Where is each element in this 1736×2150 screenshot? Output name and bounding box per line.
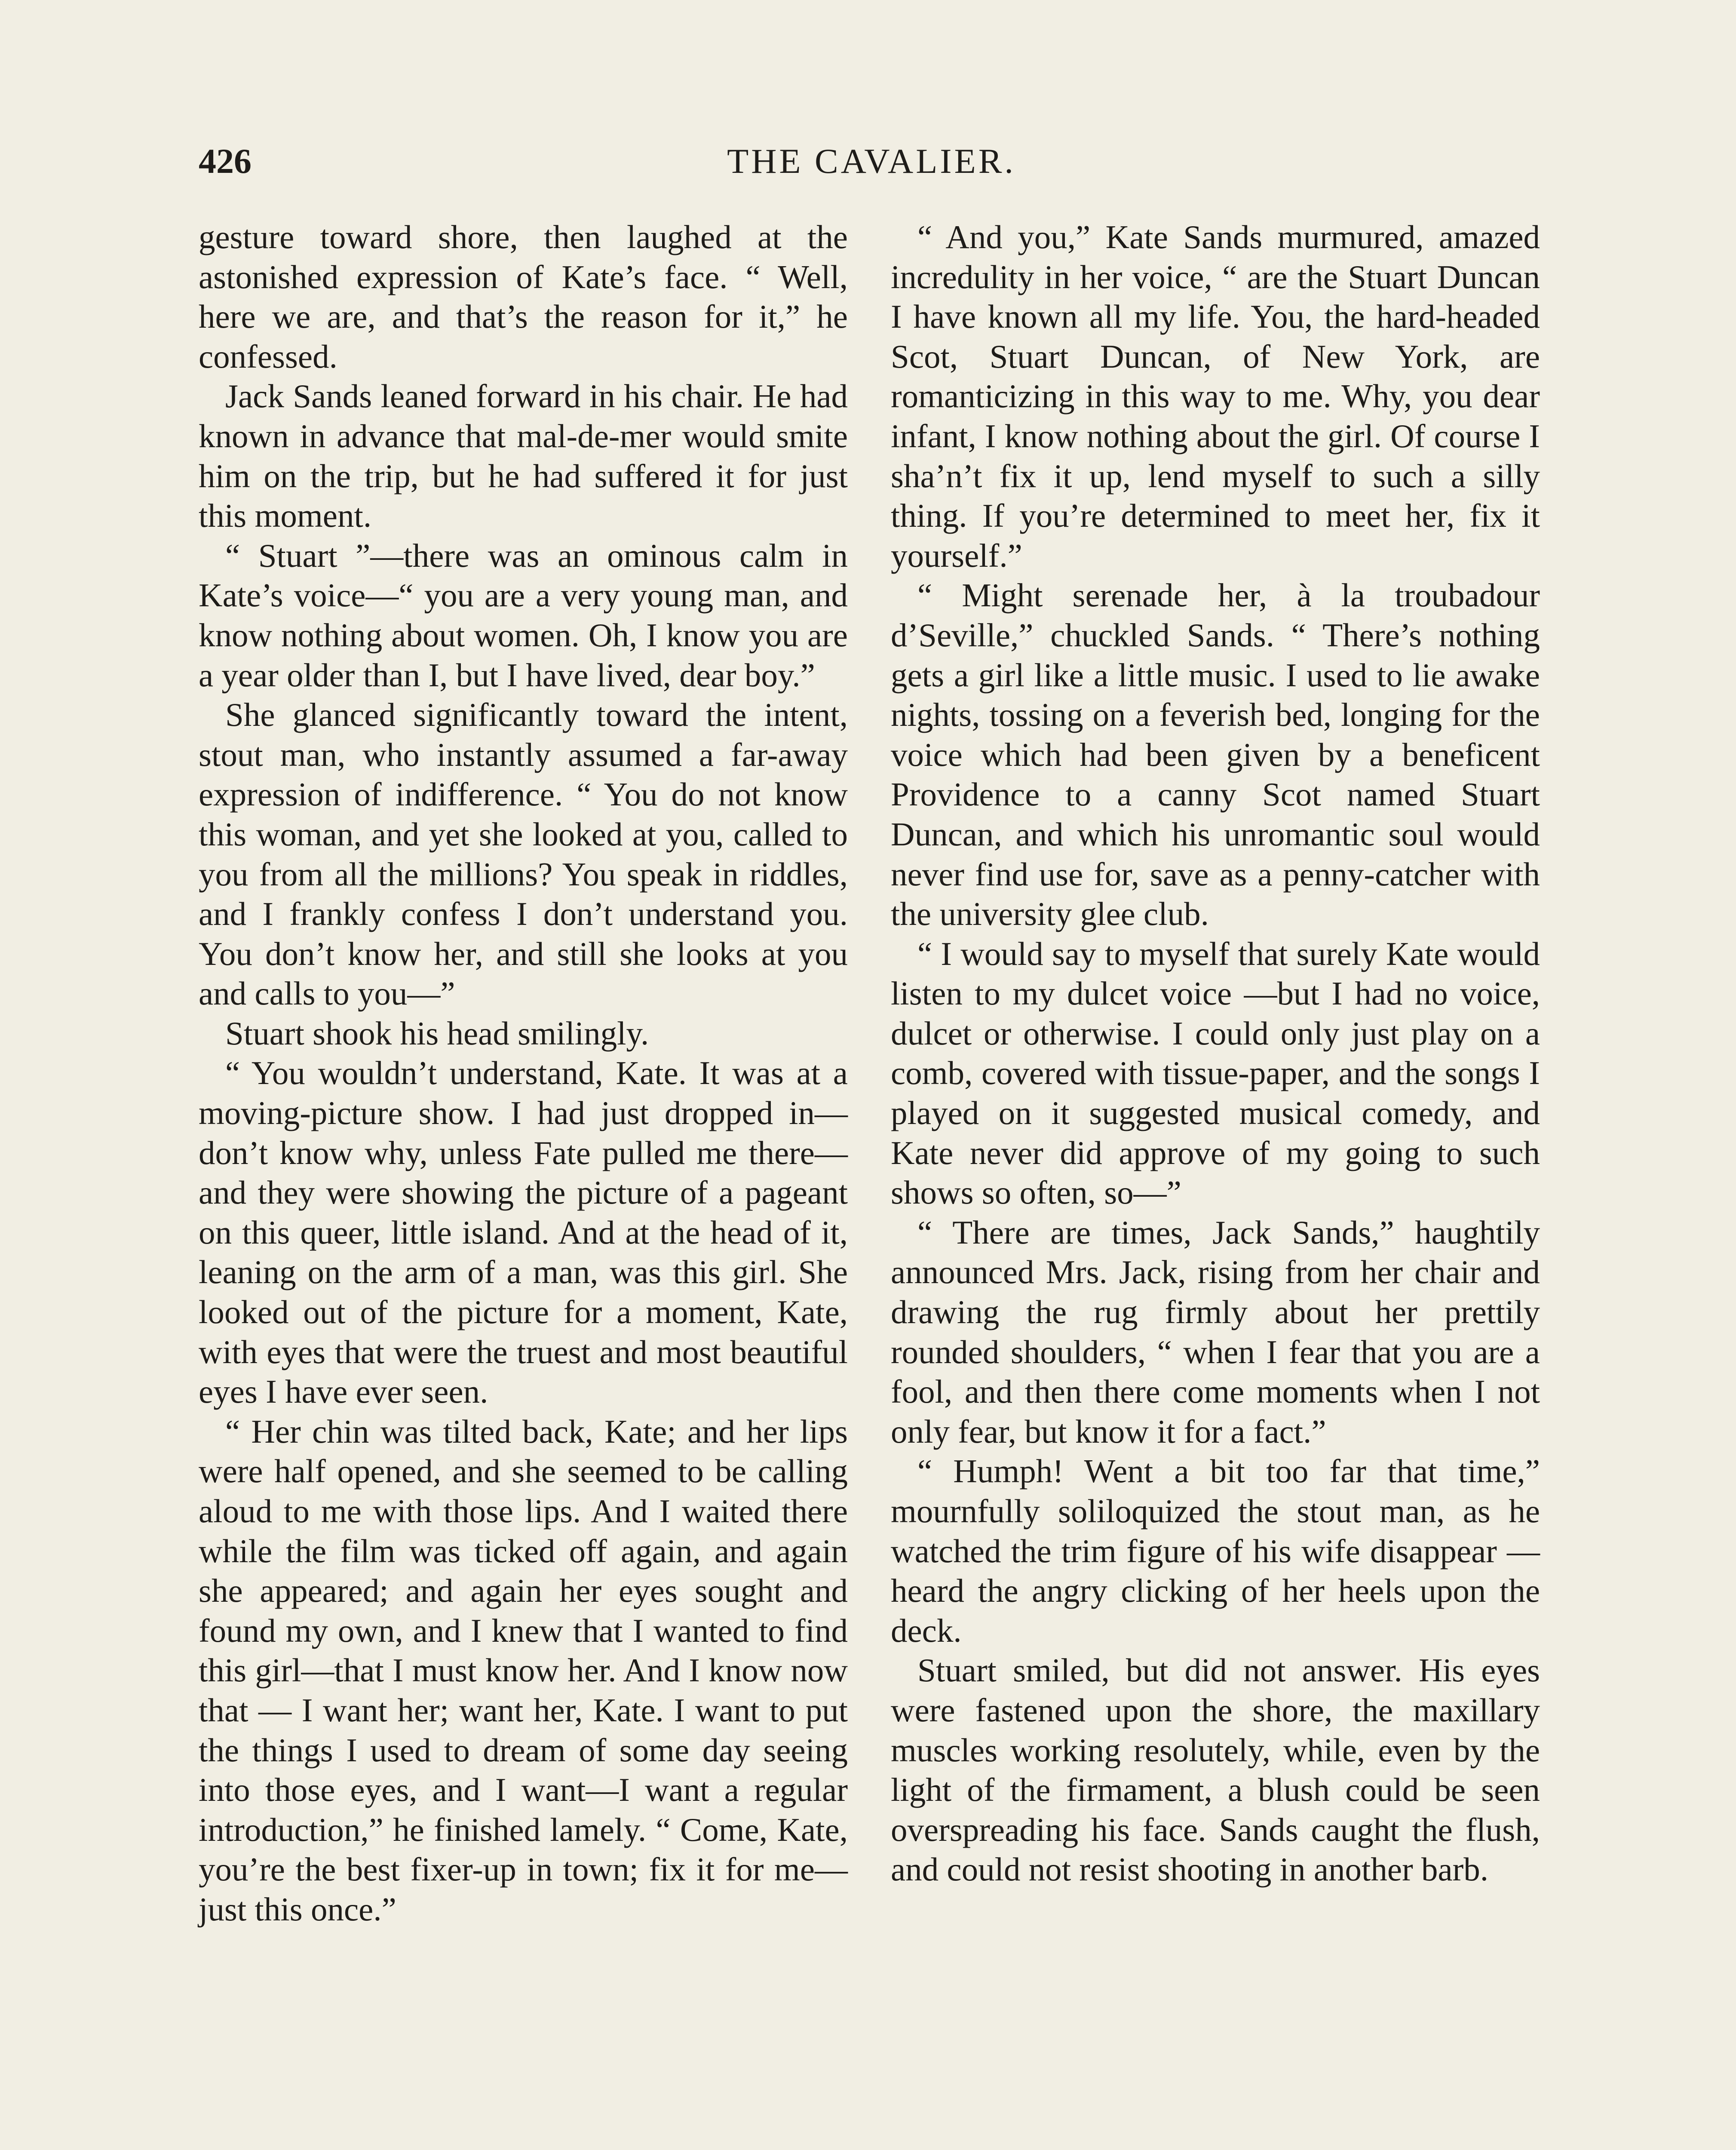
paragraph: “ I would say to myself that surely Kate would listen to my dulcet voice —but I had no voice, dulcet or otherwise. I could only just play on a comb, covered with tissue-paper, and the songs I played on it suggested musical comedy, and Kate never did approve of my going to such shows so often, so—” (891, 935, 1540, 1211)
paragraph: “ There are times, Jack Sands,” haughtily announced Mrs. Jack, rising from her chair and drawing the rug firmly about her prettily rounded shoulders, “ when I fear that you are a fool, and then there come moments when I not only fear, but know it for a fact.” (891, 1213, 1540, 1450)
right-column (891, 217, 1540, 1889)
paragraph: She glanced significantly toward the intent, stout man, who instantly assumed a far-away expression of indifference. “ You do not know this woman, and yet she looked at you, called to you from all the millions? You speak in riddles, and I frankly confess I don’t understand you. You don’t know her, and still she looks at you and calls to you—” (199, 696, 848, 1012)
paragraph: “ You wouldn’t understand, Kate. It was at a moving-picture show. I had just dropped in—don’t know why, unless Fate pulled me there—and they were showing the picture of a pageant on this queer, little island. And at the head of it, leaning on the arm of a man, was this girl. She looked out of the picture for a moment, Kate, with eyes that were the truest and most beautiful eyes I have ever seen. (199, 1054, 848, 1410)
paragraph: Jack Sands leaned forward in his chair. He had known in advance that mal-de-mer would smite him on the trip, but he had suffered it for just this moment. (199, 378, 848, 534)
paragraph: “ Might serenade her, à la troubadour d’Seville,” chuckled Sands. “ There’s nothing gets a girl like a little music. I used to lie awake nights, tossing on a feverish bed, longing for the voice which had been given by a beneficent Providence to a canny Scot named Stuart Duncan, and which his unromantic soul would never find use for, save as a penny-catcher with the university glee club. (891, 577, 1540, 933)
paragraph: Stuart smiled, but did not answer. His eyes were fastened upon the shore, the maxillary muscles working resolutely, while, even by the light of the firmament, a blush could be seen overspreading his face. Sands caught the flush, and could not resist shooting in another barb. (891, 1652, 1540, 1888)
running-title: THE CAVALIER. (727, 141, 1016, 181)
page-number: 426 (199, 141, 252, 181)
paragraph: “ Stuart ”—there was an ominous calm in Kate’s voice—“ you are a very young man, and know nothing about women. Oh, I know you are a year older than I, but I have lived, dear boy.” (199, 537, 848, 694)
paragraph: “ Humph! Went a bit too far that time,” mournfully soliloquized the stout man, as he watched the trim figure of his wife disappear — heard the angry clicking of her heels upon the deck. (891, 1453, 1540, 1649)
paragraph: “ And you,” Kate Sands murmured, amazed incredulity in her voice, “ are the Stuart Duncan I have known all my life. You, the hard-headed Scot, Stuart Duncan, of New York, are romanticizing in this way to me. Why, you dear infant, I know nothing about the girl. Of course I sha’n’t fix it up, lend myself to such a silly thing. If you’re determined to meet her, fix it yourself.” (891, 218, 1540, 574)
paragraph: Stuart shook his head smilingly. (225, 1014, 649, 1052)
paragraph: gesture toward shore, then laughed at the astonished expression of Kate’s face. “ Well, here we are, and that’s the reason for it,” he confessed. (199, 218, 848, 375)
page-header (199, 129, 1544, 194)
left-column (199, 217, 848, 1929)
paragraph: “ Her chin was tilted back, Kate; and her lips were half opened, and she seemed to be calling aloud to me with those lips. And I waited there while the film was ticked off again, and again she appeared; and again her eyes sought and found my own, and I knew that I wanted to find this girl—that I must know her. And I know now that — I want her; want her, Kate. I want to put the things I used to dream of some day seeing into those eyes, and I want—I want a regular introduction,” he finished lamely. “ Come, Kate, you’re the best fixer-up in town; fix it for me—just this once.” (199, 1413, 848, 1928)
